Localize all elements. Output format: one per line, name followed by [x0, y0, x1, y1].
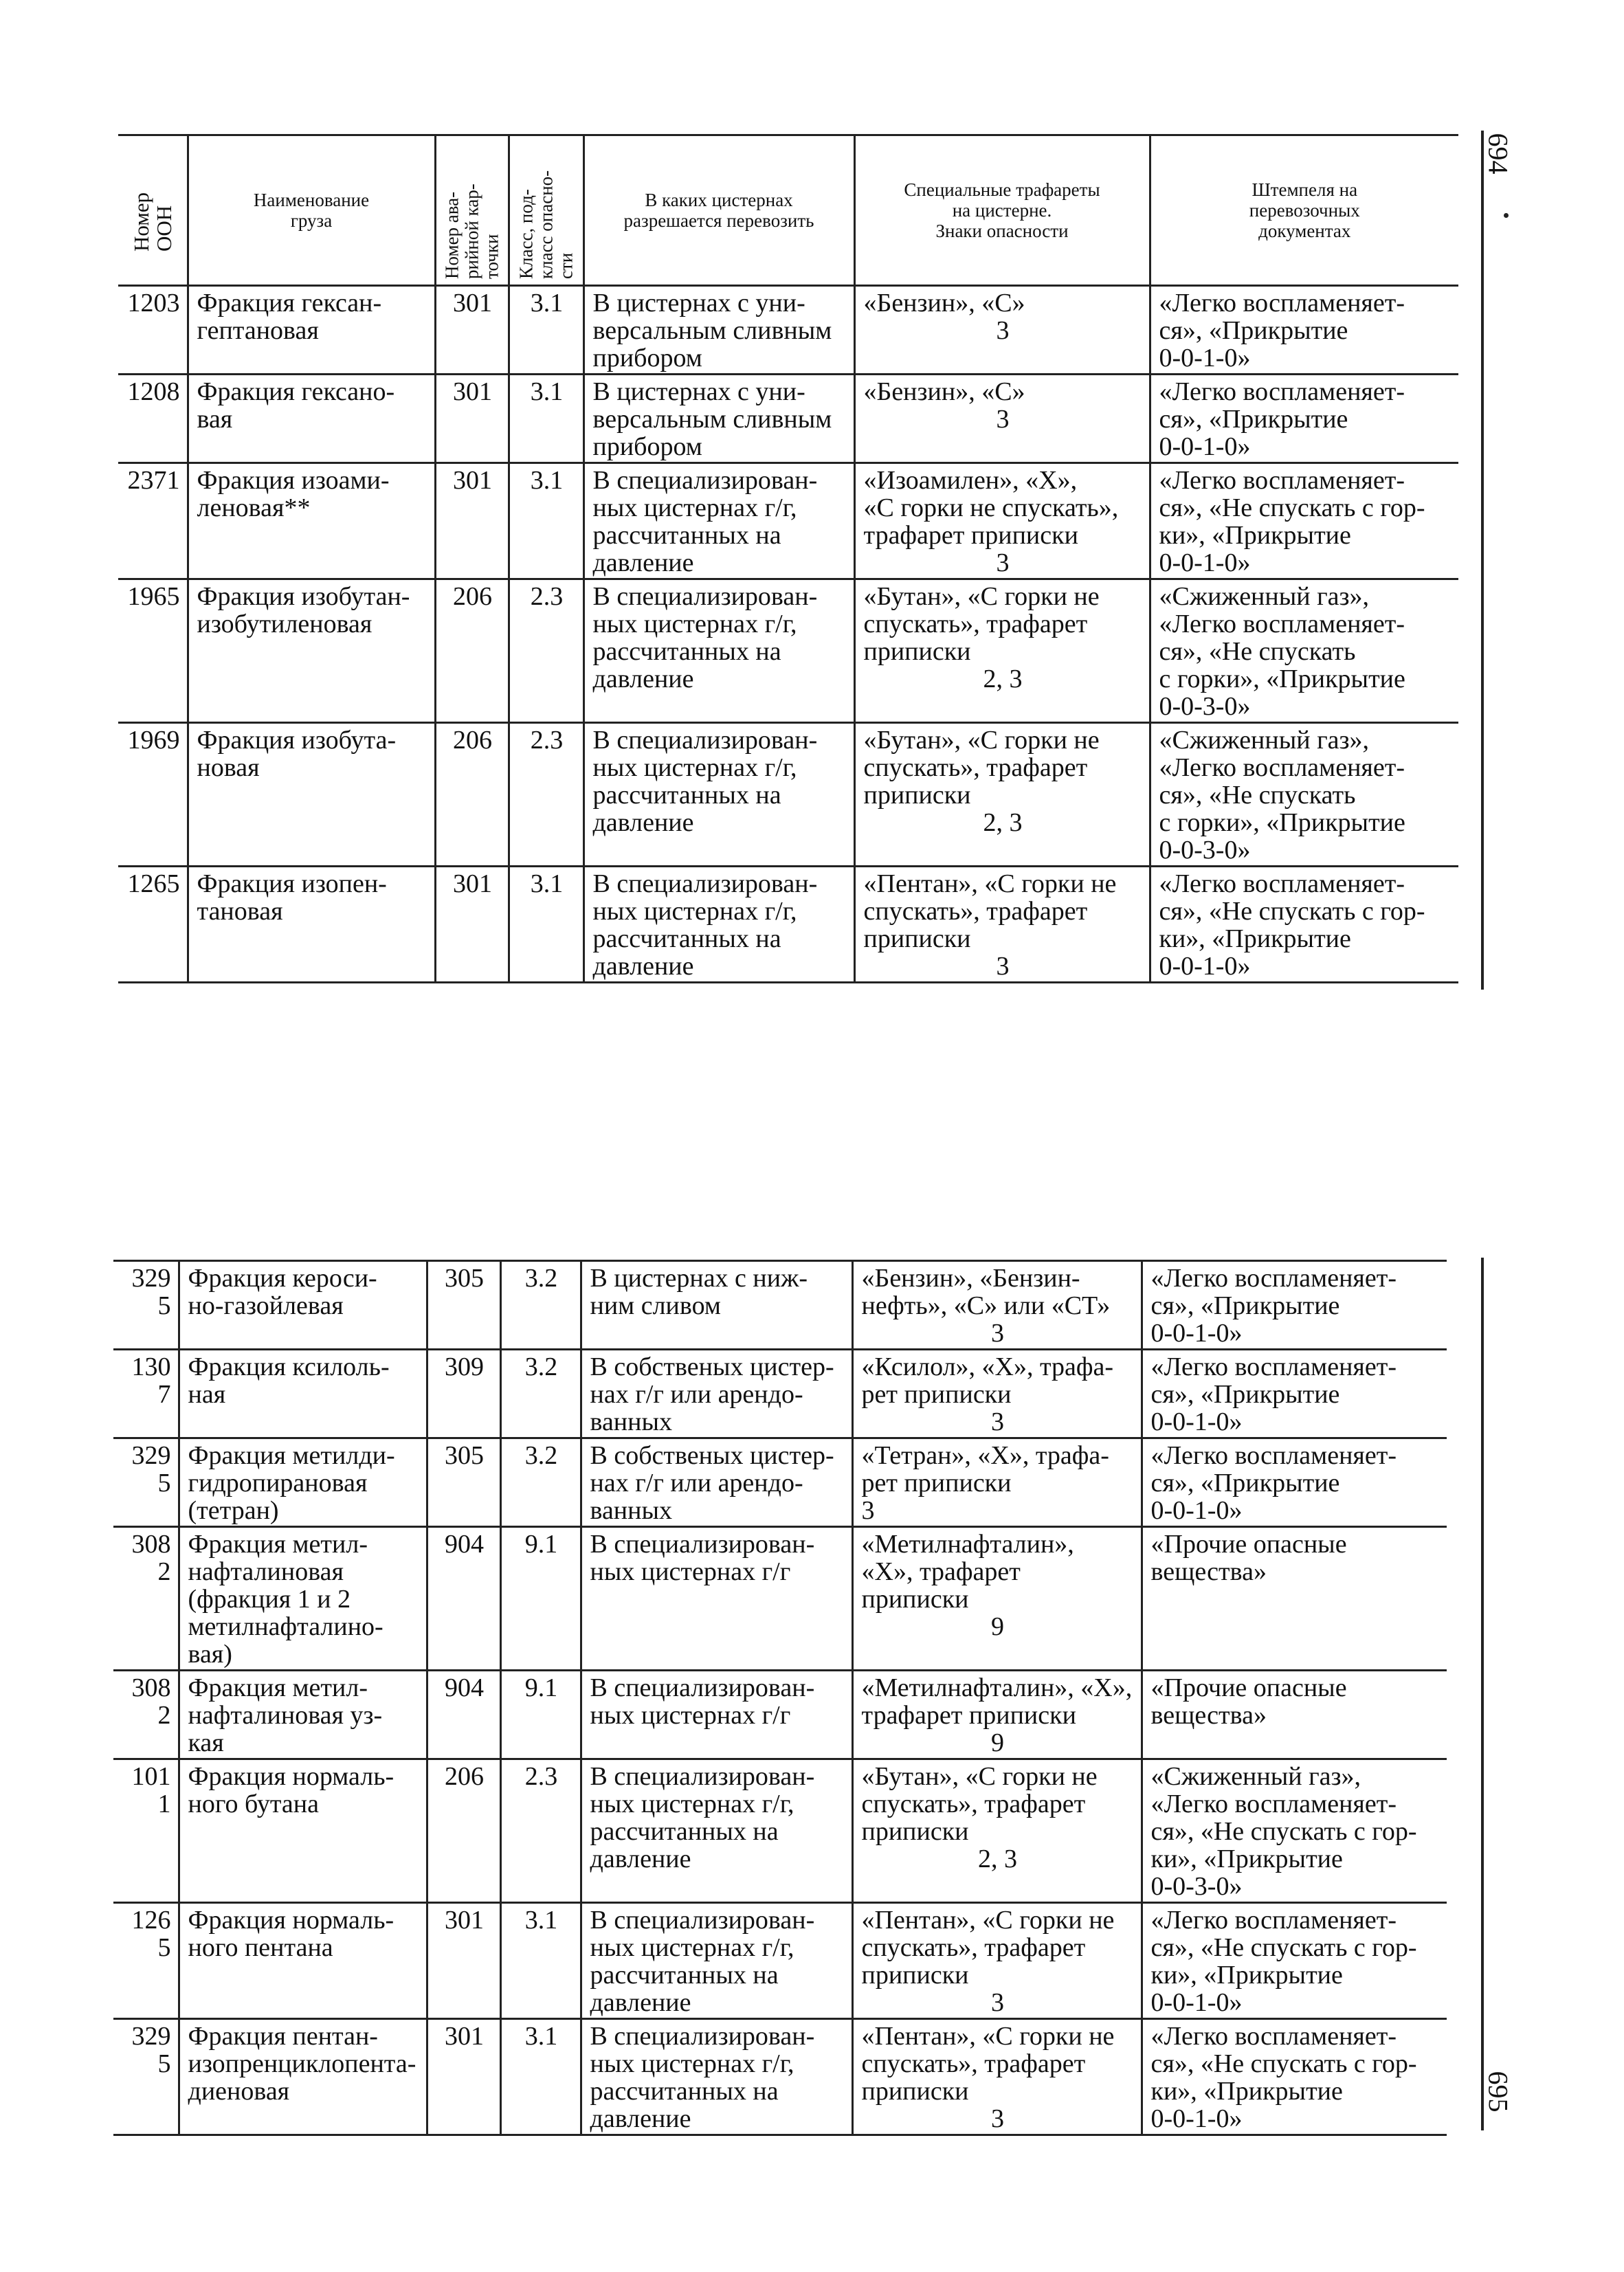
table-row [113, 1261, 1447, 1350]
tank-type-cell: В цистернах с ниж- ним сливом [581, 1261, 852, 1350]
stamp-cell: «Прочие опасные вещества» [1142, 1527, 1447, 1671]
cargo-name-cell: Фракция метил- нафталиновая (фракция 1 и 2 метилнафталино- вая) [179, 1527, 427, 1671]
table-row [118, 723, 1458, 867]
hazard-class-cell: 2.3 [509, 579, 583, 723]
tank-type-cell: В специализирован- ных цистернах г/г, рассчитанных на давление [581, 2019, 852, 2135]
stencil-cell: «Пентан», «С горки не спускать», трафарет приписки 3 [852, 1903, 1142, 2019]
stencil-cell: «Бутан», «С горки не спускать», трафарет приписки 2, 3 [854, 723, 1150, 867]
hazard-class-cell: 9.1 [500, 1527, 581, 1671]
stencil-cell: «Бензин», «Бензин- нефть», «С» или «СТ» 3 [852, 1261, 1142, 1350]
un-number-cell: 3295 [113, 2019, 179, 2135]
tank-type-cell: В собственых цистер- нах г/г или арендо- ванных [581, 1350, 852, 1438]
hazard-sign-code: 3 [996, 952, 1010, 981]
hazard-sign-code: 2, 3 [978, 1845, 1017, 1873]
un-number-cell: 3082 [113, 1671, 179, 1759]
emergency-card-cell: 904 [427, 1527, 500, 1671]
table-row [113, 1350, 1447, 1438]
un-number-cell: 1203 [118, 286, 188, 375]
hazard-sign-code: 9 [991, 1728, 1004, 1757]
tank-type-cell: В специализирован- ных цистернах г/г, рассчитанных на давление [583, 579, 854, 723]
cargo-name-cell: Фракция изобутан- изобутиленовая [188, 579, 435, 723]
margin-dot [1504, 213, 1509, 218]
hazard-class-cell: 3.1 [500, 2019, 581, 2135]
stamp-cell: «Легко воспламеняет- ся», «Прикрытие 0-0-1-0» [1142, 1350, 1447, 1438]
hazard-sign-code: 3 [991, 1319, 1004, 1348]
un-number-cell: 1011 [113, 1759, 179, 1903]
hazard-class-cell: 3.1 [509, 375, 583, 463]
un-number-cell: 3295 [113, 1438, 179, 1527]
table-row [113, 2019, 1447, 2135]
hazard-sign-code: 2, 3 [983, 808, 1023, 837]
stamp-cell: «Легко воспламеняет- ся», «Не спускать с гор- ки», «Прикрытие 0-0-1-0» [1150, 463, 1458, 579]
tank-type-cell: В специализирован- ных цистернах г/г [581, 1671, 852, 1759]
un-number-cell: 3295 [113, 1261, 179, 1350]
stamp-cell: «Легко воспламеняет- ся», «Не спускать с гор- ки», «Прикрытие 0-0-1-0» [1142, 2019, 1447, 2135]
header-cargo-name: Наименование груза [188, 135, 435, 286]
un-number-cell: 1965 [118, 579, 188, 723]
un-number-cell: 1265 [113, 1903, 179, 2019]
hazard-sign-code: 3 [991, 1407, 1004, 1436]
hazard-class-cell: 3.1 [500, 1903, 581, 2019]
emergency-card-cell: 904 [427, 1671, 500, 1759]
hazard-sign-code: 3 [996, 316, 1010, 345]
stencil-cell: «Бензин», «С» 3 [854, 375, 1150, 463]
table-row [118, 867, 1458, 983]
header-un-number: Номер ООН [118, 135, 188, 286]
stamp-cell: «Сжиженный газ», «Легко воспламеняет- ся», «Не спускать с гор- ки», «Прикрытие 0-0-3-0» [1142, 1759, 1447, 1903]
stencil-cell: «Бутан», «С горки не спускать», трафарет приписки 2, 3 [854, 579, 1150, 723]
stamp-cell: «Легко воспламеняет- ся», «Прикрытие 0-0-1-0» [1142, 1438, 1447, 1527]
table-row [118, 463, 1458, 579]
hazard-sign-code: 3 [991, 1988, 1004, 2017]
cargo-name-cell: Фракция метил- нафталиновая уз- кая [179, 1671, 427, 1759]
hazard-class-cell: 2.3 [509, 723, 583, 867]
table-row [118, 579, 1458, 723]
header-emergency-card: Номер ава- рийной кар- точки [435, 135, 509, 286]
cargo-name-cell: Фракция нормаль- ного пентана [179, 1903, 427, 2019]
tank-type-cell: В специализирован- ных цистернах г/г, рассчитанных на давление [581, 1759, 852, 1903]
hazard-sign-code: 2, 3 [983, 665, 1023, 693]
un-number-cell: 2371 [118, 463, 188, 579]
emergency-card-cell: 305 [427, 1438, 500, 1527]
emergency-card-cell: 206 [435, 579, 509, 723]
stamp-cell: «Сжиженный газ», «Легко воспламеняет- ся», «Не спускать с горки», «Прикрытие 0-0-3-0» [1150, 579, 1458, 723]
right-margin-rule-top [1481, 131, 1484, 990]
cargo-table-bottom [113, 1260, 1447, 2136]
stencil-cell: «Метилнафталин», «Х», трафарет приписки 9 [852, 1671, 1142, 1759]
cargo-name-cell: Фракция кероси- но-газойлевая [179, 1261, 427, 1350]
emergency-card-cell: 301 [435, 375, 509, 463]
hazard-class-cell: 3.2 [500, 1261, 581, 1350]
cargo-table-top [118, 134, 1458, 983]
right-margin-rule-bottom [1481, 1258, 1484, 2130]
header-tank-types: В каких цистернах разрешается перевозить [583, 135, 854, 286]
hazard-sign-code: 9 [991, 1612, 1004, 1641]
tank-type-cell: В собственых цистер- нах г/г или арендо- ванных [581, 1438, 852, 1527]
table-row [113, 1759, 1447, 1903]
stamp-cell: «Легко воспламеняет- ся», «Не спускать с гор- ки», «Прикрытие 0-0-1-0» [1150, 867, 1458, 983]
hazard-class-cell: 2.3 [500, 1759, 581, 1903]
stamp-cell: «Легко воспламеняет- ся», «Не спускать с гор- ки», «Прикрытие 0-0-1-0» [1142, 1903, 1447, 2019]
emergency-card-cell: 206 [435, 723, 509, 867]
stencil-cell: «Ксилол», «Х», трафа- рет приписки 3 [852, 1350, 1142, 1438]
tank-type-cell: В цистернах с уни- версальным сливным прибором [583, 375, 854, 463]
table-header-row [118, 135, 1458, 286]
stencil-cell: «Бензин», «С» 3 [854, 286, 1150, 375]
stencil-cell: «Бутан», «С горки не спускать», трафарет приписки 2, 3 [852, 1759, 1142, 1903]
stencil-cell: «Пентан», «С горки не спускать», трафарет приписки 3 [854, 867, 1150, 983]
stamp-cell: «Легко воспламеняет- ся», «Прикрытие 0-0-1-0» [1150, 286, 1458, 375]
hazard-class-cell: 3.2 [500, 1350, 581, 1438]
tank-type-cell: В цистернах с уни- версальным сливным прибором [583, 286, 854, 375]
header-stamps: Штемпеля на перевозочных документах [1150, 135, 1458, 286]
emergency-card-cell: 305 [427, 1261, 500, 1350]
cargo-name-cell: Фракция пентан- изопренциклопента- диеновая [179, 2019, 427, 2135]
hazard-sign-code: 3 [996, 548, 1010, 577]
cargo-name-cell: Фракция метилди- гидропирановая (тетран) [179, 1438, 427, 1527]
emergency-card-cell: 301 [435, 867, 509, 983]
table-row [113, 1903, 1447, 2019]
hazard-class-cell: 3.1 [509, 867, 583, 983]
un-number-cell: 1208 [118, 375, 188, 463]
stamp-cell: «Прочие опасные вещества» [1142, 1671, 1447, 1759]
emergency-card-cell: 309 [427, 1350, 500, 1438]
cargo-name-cell: Фракция изоами- леновая** [188, 463, 435, 579]
tank-type-cell: В специализирован- ных цистернах г/г, рассчитанных на давление [583, 723, 854, 867]
tank-type-cell: В специализирован- ных цистернах г/г, рассчитанных на давление [581, 1903, 852, 2019]
emergency-card-cell: 301 [427, 1903, 500, 2019]
tank-type-cell: В специализирован- ных цистернах г/г [581, 1527, 852, 1671]
stencil-cell: «Изоамилен», «Х», «С горки не спускать», трафарет приписки 3 [854, 463, 1150, 579]
stencil-cell: «Пентан», «С горки не спускать», трафарет приписки 3 [852, 2019, 1142, 2135]
header-hazard-class: Класс, под- класс опасно- сти [509, 135, 583, 286]
un-number-cell: 1969 [118, 723, 188, 867]
un-number-cell: 3082 [113, 1527, 179, 1671]
table-row [113, 1527, 1447, 1671]
cargo-name-cell: Фракция нормаль- ного бутана [179, 1759, 427, 1903]
hazard-class-cell: 3.1 [509, 286, 583, 375]
hazard-sign-code: 3 [996, 405, 1010, 434]
emergency-card-cell: 206 [427, 1759, 500, 1903]
hazard-sign-code: 3 [991, 2104, 1004, 2133]
emergency-card-cell: 301 [435, 286, 509, 375]
stamp-cell: «Сжиженный газ», «Легко воспламеняет- ся», «Не спускать с горки», «Прикрытие 0-0-3-0» [1150, 723, 1458, 867]
emergency-card-cell: 301 [427, 2019, 500, 2135]
un-number-cell: 1307 [113, 1350, 179, 1438]
table-row [113, 1671, 1447, 1759]
tank-type-cell: В специализирован- ных цистернах г/г, рассчитанных на давление [583, 463, 854, 579]
un-number-cell: 1265 [118, 867, 188, 983]
cargo-name-cell: Фракция гексан- гептановая [188, 286, 435, 375]
stencil-cell: «Метилнафталин», «Х», трафарет приписки 9 [852, 1527, 1142, 1671]
stencil-cell: «Тетран», «Х», трафа- рет приписки 3 [852, 1438, 1142, 1527]
stamp-cell: «Легко воспламеняет- ся», «Прикрытие 0-0-1-0» [1150, 375, 1458, 463]
emergency-card-cell: 301 [435, 463, 509, 579]
cargo-name-cell: Фракция изопен- тановая [188, 867, 435, 983]
table-row [118, 375, 1458, 463]
page-number-top: 694 [1482, 133, 1514, 175]
page-number-bottom: 695 [1482, 2071, 1514, 2113]
hazard-class-cell: 3.2 [500, 1438, 581, 1527]
tank-type-cell: В специализирован- ных цистернах г/г, рассчитанных на давление [583, 867, 854, 983]
cargo-name-cell: Фракция изобута- новая [188, 723, 435, 867]
hazard-class-cell: 3.1 [509, 463, 583, 579]
header-stencils: Специальные трафареты на цистерне. Знаки опасности [854, 135, 1150, 286]
cargo-name-cell: Фракция гексано- вая [188, 375, 435, 463]
stamp-cell: «Легко воспламеняет- ся», «Прикрытие 0-0-1-0» [1142, 1261, 1447, 1350]
table-row [118, 286, 1458, 375]
hazard-class-cell: 9.1 [500, 1671, 581, 1759]
table-row [113, 1438, 1447, 1527]
cargo-name-cell: Фракция ксилоль- ная [179, 1350, 427, 1438]
